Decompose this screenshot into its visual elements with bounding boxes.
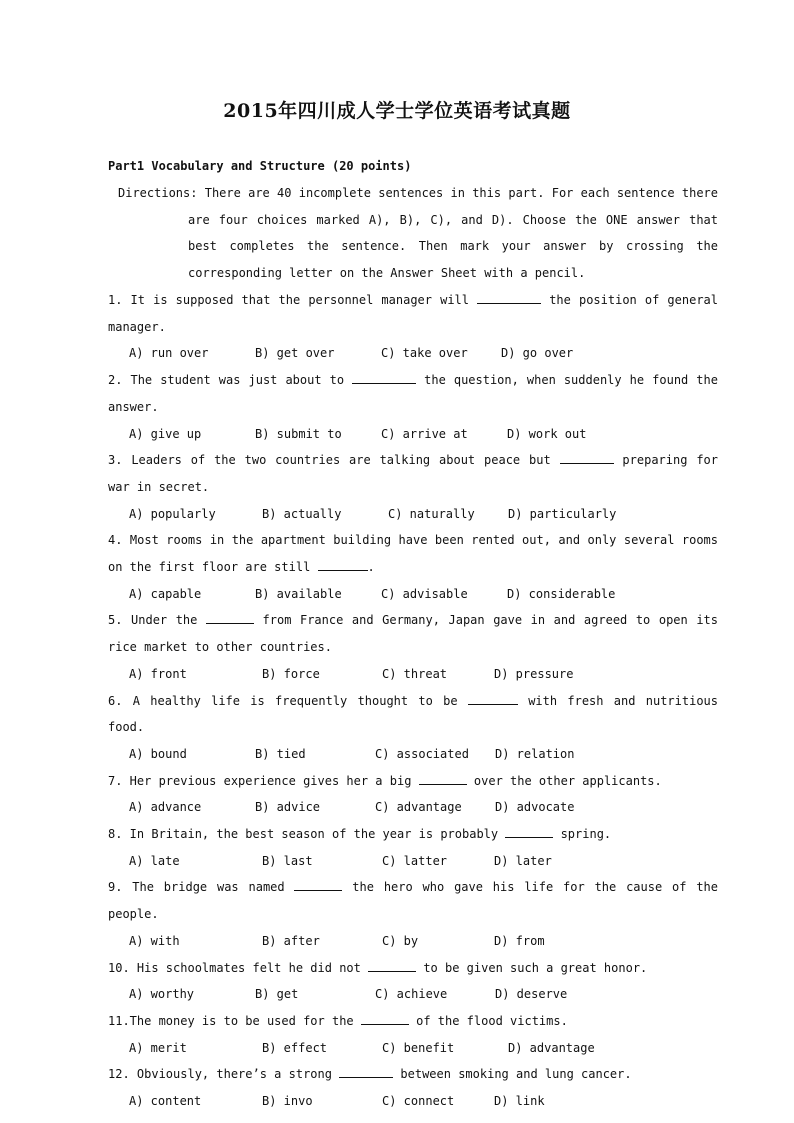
option-d: D) later [494, 853, 552, 868]
question-stem [108, 367, 718, 420]
question-8 [108, 821, 718, 874]
option-c: C) by [382, 933, 419, 948]
section-heading: Part1 Vocabulary and Structure (20 points) [108, 159, 412, 173]
stem-text-before: 1. It is supposed that the personnel manager will [108, 293, 478, 307]
question-3 [108, 447, 718, 527]
option-b: B) force [262, 666, 320, 681]
option-a: A) merit [129, 1040, 187, 1055]
stem-text-before: 3. Leaders of the two countries are talking about peace but [108, 453, 560, 468]
answer-blank [560, 450, 614, 464]
question-list [108, 287, 718, 1115]
option-b: B) advice [255, 800, 321, 815]
options-row [108, 421, 718, 448]
question-stem [108, 527, 718, 580]
option-a: A) worthy [129, 987, 195, 1002]
question-stem [108, 287, 718, 340]
question-2 [108, 367, 718, 447]
stem-text-after: the question, when suddenly he found the answer. [108, 373, 718, 414]
option-a: A) advance [129, 800, 202, 815]
option-a: A) content [129, 1094, 202, 1109]
option-b: B) submit to [255, 426, 342, 441]
stem-text-before: 8. In Britain, the best season of the year is probably [108, 827, 506, 842]
stem-text-after: spring. [553, 827, 612, 842]
answer-blank [505, 824, 553, 838]
option-d: D) pressure [494, 666, 574, 681]
answer-blank [361, 1011, 409, 1025]
option-b: B) last [262, 853, 313, 868]
question-4 [108, 527, 718, 607]
option-c: C) achieve [375, 987, 448, 1002]
question-stem [108, 1061, 718, 1088]
option-d: D) go over [501, 346, 574, 361]
stem-text-after: from France and Germany, Japan gave in and agreed to open its rice market to other countries. [108, 613, 718, 655]
question-7 [108, 768, 718, 821]
options-row [108, 848, 718, 875]
answer-blank [477, 290, 541, 304]
stem-text-after: to be given such a great honor. [416, 960, 648, 975]
question-6 [108, 688, 718, 768]
question-stem [108, 447, 718, 500]
stem-text-after: between smoking and lung cancer. [393, 1067, 632, 1082]
option-c: C) connect [382, 1094, 455, 1109]
option-c: C) benefit [382, 1040, 455, 1055]
answer-blank [339, 1064, 393, 1078]
stem-text-before: 4. Most rooms in the apartment building have been rented out, and only several rooms on the first floor are still [108, 533, 718, 575]
directions-first-line: Directions: There are 40 incomplete sentences in this part. For each sentence there [118, 186, 718, 200]
stem-text-before: 5. Under the [108, 613, 206, 628]
question-stem [108, 768, 718, 795]
option-b: B) get [255, 987, 299, 1002]
options-row [108, 581, 718, 608]
stem-text-after: with fresh and nutritious food. [108, 693, 718, 735]
question-stem [108, 955, 718, 982]
option-d: D) advantage [508, 1040, 595, 1055]
answer-blank [368, 958, 416, 972]
question-stem [108, 1008, 718, 1035]
question-stem [108, 607, 718, 660]
option-c: C) advisable [381, 586, 468, 601]
option-d: D) relation [495, 746, 575, 761]
option-b: B) available [255, 586, 342, 601]
options-row [108, 1088, 718, 1115]
option-b: B) invo [262, 1094, 313, 1109]
stem-text-after: the hero who gave his life for the cause of the people. [108, 880, 719, 922]
option-c: C) naturally [388, 506, 475, 521]
page-title: 2015年四川成人学士学位英语考试真题 [223, 100, 571, 122]
question-12 [108, 1061, 718, 1114]
options-row [108, 661, 718, 688]
option-d: D) particularly [508, 506, 617, 521]
question-1 [108, 287, 718, 367]
option-c: C) arrive at [381, 426, 468, 441]
option-d: D) work out [507, 426, 587, 441]
options-row [108, 501, 718, 528]
stem-text-before: 2. The student was just about to [108, 373, 353, 388]
option-d: D) from [494, 933, 545, 948]
option-c: C) advantage [375, 800, 462, 815]
stem-text-after: over the other applicants. [466, 773, 662, 788]
option-d: D) considerable [507, 586, 616, 601]
directions [108, 180, 718, 287]
answer-blank [352, 370, 416, 384]
question-stem [108, 874, 718, 927]
answer-blank [318, 557, 368, 571]
stem-text-after: of the flood victims. [408, 1013, 568, 1028]
option-c: C) threat [382, 666, 448, 681]
option-b: B) effect [262, 1040, 328, 1055]
option-c: C) associated [375, 746, 469, 761]
stem-text-after: . [367, 560, 375, 575]
option-a: A) with [129, 933, 180, 948]
stem-text-after: the position of general manager. [108, 293, 718, 334]
option-c: C) take over [381, 346, 468, 361]
option-a: A) front [129, 666, 187, 681]
question-10 [108, 955, 718, 1008]
stem-text-before: 11.The money is to be used for the [108, 1013, 361, 1028]
option-a: A) bound [129, 746, 187, 761]
stem-text-before: 10. His schoolmates felt he did not [108, 960, 369, 975]
stem-text-before: 7. Her previous experience gives her a big [108, 773, 419, 788]
question-5 [108, 607, 718, 687]
directions-body: are four choices marked A), B), C), and D). Choose the ONE answer that best completes the sentence. Then mark your answer by crossing the corresponding letter on the Answer Sheet with a pencil. [188, 212, 718, 281]
option-a: A) late [129, 853, 180, 868]
option-d: D) deserve [495, 987, 568, 1002]
options-row [108, 794, 718, 821]
answer-blank [468, 691, 518, 705]
options-row [108, 1035, 718, 1062]
option-a: A) give up [129, 426, 202, 441]
stem-text-before: 9. The bridge was named [108, 880, 295, 895]
question-stem [108, 821, 718, 848]
stem-text-before: 12. Obviously, there’s a strong [108, 1067, 340, 1082]
option-a: A) popularly [129, 506, 216, 521]
options-row [108, 928, 718, 955]
option-b: B) tied [255, 746, 306, 761]
option-b: B) after [262, 933, 320, 948]
answer-blank [206, 610, 254, 624]
option-a: A) run over [129, 346, 209, 361]
option-b: B) get over [255, 346, 335, 361]
answer-blank [419, 771, 467, 785]
stem-text-before: 6. A healthy life is frequently thought to be [108, 693, 468, 708]
answer-blank [294, 877, 342, 891]
options-row [108, 741, 718, 768]
question-9 [108, 874, 718, 954]
option-d: D) advocate [495, 800, 575, 815]
stem-text-after: preparing for war in secret. [108, 453, 718, 494]
options-row [108, 981, 718, 1008]
question-11 [108, 1008, 718, 1061]
option-d: D) link [494, 1094, 545, 1109]
options-row [108, 340, 718, 367]
option-c: C) latter [382, 853, 448, 868]
option-a: A) capable [129, 586, 202, 601]
question-stem [108, 688, 718, 741]
option-b: B) actually [262, 506, 342, 521]
